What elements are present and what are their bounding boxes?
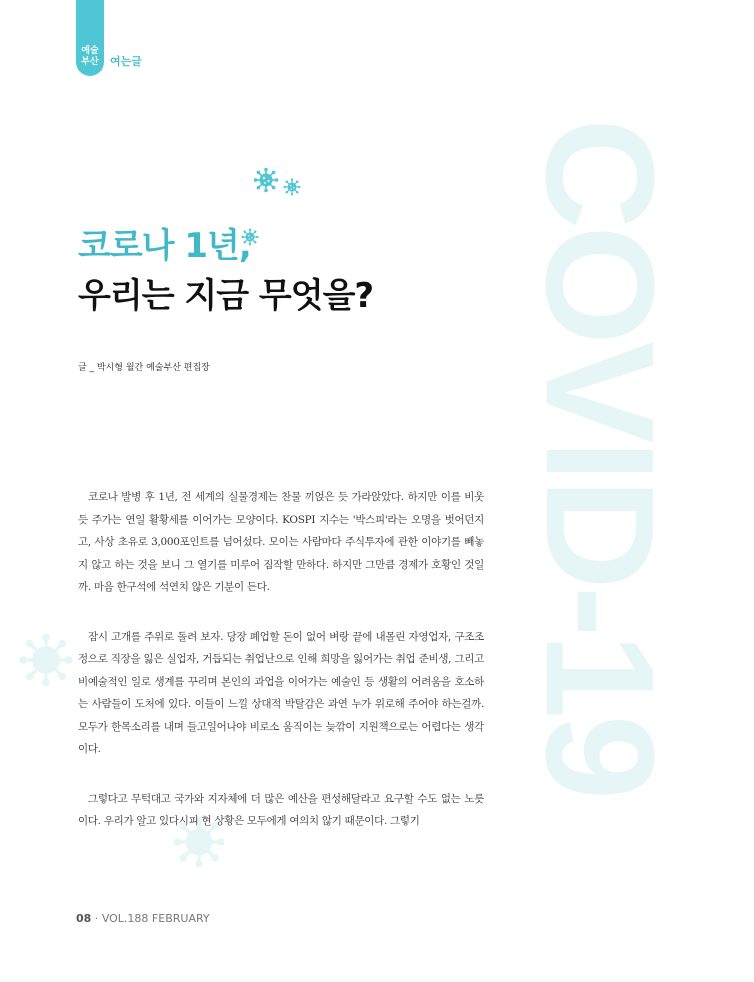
background-word-text: COVID-19 [514,118,686,797]
page-footer [76,912,210,925]
virus-icon [253,167,279,193]
title-line-2: 우리는 지금 무엇을? [78,276,374,316]
page-number: 08 [76,912,92,925]
article-body [78,486,484,860]
tab-line-2: 부산 [81,57,99,67]
issue-label: VOL.188 FEBRUARY [101,912,210,925]
background-word [514,118,686,868]
virus-icon [283,178,301,196]
paragraph: 잠시 고개를 주위로 돌려 보자. 당장 폐업할 돈이 없어 벼랑 끝에 내몰린 자영업자, 구조조정으로 직장을 잃은 실업자, 거듭되는 취업난으로 인해 희망을 잃어가는 취업 준비생, 그리고 비예술적인 일로 생계를 꾸리며 본인의 과업을 이어가는 예술인 등 생활의 어려움을 호소하는 사람들이 도처에 있다. 이들이 느낄 상대적 박탈감은 과연 누가 위로해 주어야 하는걸까. 모두가 한목소리를 내며 들고일어나야 비로소 움직이는 늦깎이 지원책으로는 어렵다는 생각이다. [78,630,484,755]
magazine-tab [76,0,104,76]
footer-separator: · [91,912,102,925]
tab-line-1: 예술 [81,46,99,56]
title-line-1: 코로나 1년, [78,226,251,266]
paragraph: 코로나 발병 후 1년, 전 세계의 실물경제는 찬물 끼얹은 듯 가라앉았다. 하지만 이를 비웃듯 주가는 연일 활황세를 이어가는 모양이다. KOSPI 지수는 '박스피'라는 오명을 벗어던지고, 사상 초유로 3,000포인트를 넘어섰다. 모이는 사람마다 주식투자에 관한 이야기를 빼놓지 않고 하는 것을 보니 그 열기를 미루어 짐작할 만하다. 하지만 그만큼 경제가 호황인 것일까. 마음 한구석에 석연치 않은 기분이 든다. [78,491,484,593]
byline: 글 _ 박시형 월간 예술부산 편집장 [78,363,210,373]
virus-icon [18,632,74,688]
section-label: 여는글 [110,55,142,68]
paragraph: 그렇다고 무턱대고 국가와 지자체에 더 많은 예산을 편성해달라고 요구할 수도 없는 노릇이다. 우리가 알고 있다시피 현 상황은 모두에게 여의치 않기 때문이다. 그렇기 [78,792,484,827]
